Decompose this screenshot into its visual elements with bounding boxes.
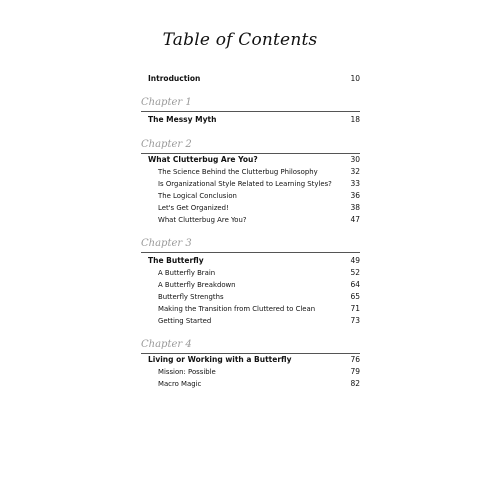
entry-page: 64 (350, 280, 360, 289)
toc-subentry[interactable] (148, 202, 360, 214)
entry-title: What Clutterbug Are You? (158, 216, 247, 224)
entry-page: 71 (350, 304, 360, 313)
entry-title: A Butterfly Brain (158, 269, 216, 277)
entry-page: 38 (350, 203, 360, 212)
entry-title: Making the Transition from Cluttered to Clean (158, 305, 316, 313)
toc-subentry[interactable] (148, 166, 360, 178)
page-title: Table of Contents (162, 30, 318, 50)
entry-page: 36 (350, 191, 360, 200)
chapter-label: Chapter 3 (141, 238, 192, 249)
entry-page: 73 (350, 316, 360, 325)
entry-page: 10 (350, 74, 360, 83)
entry-page: 76 (350, 355, 360, 364)
entry-title: Mission: Possible (158, 368, 216, 376)
toc-entry-introduction[interactable] (148, 73, 360, 85)
entry-page: 49 (350, 256, 360, 265)
toc-subentry[interactable] (148, 291, 360, 303)
toc-subentry[interactable] (148, 315, 360, 327)
toc-subentry[interactable] (148, 267, 360, 279)
chapter-rule (141, 252, 360, 253)
entry-title: Is Organizational Style Related to Learning Styles? (158, 180, 332, 188)
entry-title: The Messy Myth (148, 115, 217, 124)
entry-title: What Clutterbug Are You? (148, 155, 258, 164)
entry-page: 82 (350, 379, 360, 388)
toc-entry-chapter-3[interactable] (148, 255, 360, 267)
toc-subentry[interactable] (148, 303, 360, 315)
toc-subentry[interactable] (148, 190, 360, 202)
chapter-label: Chapter 2 (141, 139, 192, 150)
entry-title: The Science Behind the Clutterbug Philosophy (158, 168, 318, 176)
entry-title: Macro Magic (158, 380, 202, 388)
toc-entry-chapter-2[interactable] (148, 154, 360, 166)
toc-entry-chapter-4[interactable] (148, 354, 360, 366)
entry-page: 47 (350, 215, 360, 224)
entry-title: Introduction (148, 74, 201, 83)
toc-subentry[interactable] (148, 378, 360, 390)
entry-page: 65 (350, 292, 360, 301)
entry-page: 32 (350, 167, 360, 176)
entry-title: Let's Get Organized! (158, 204, 229, 212)
entry-title: A Butterfly Breakdown (158, 281, 236, 289)
toc-entry-chapter-1[interactable] (148, 114, 360, 126)
toc-subentry[interactable] (148, 178, 360, 190)
entry-title: Butterfly Strengths (158, 293, 224, 301)
entry-title: Getting Started (158, 317, 212, 325)
entry-title: The Butterfly (148, 256, 204, 265)
toc-subentry[interactable] (148, 279, 360, 291)
chapter-label: Chapter 1 (141, 97, 192, 108)
toc-subentry[interactable] (148, 214, 360, 226)
entry-page: 30 (350, 155, 360, 164)
toc-subentry[interactable] (148, 366, 360, 378)
chapter-label: Chapter 4 (141, 339, 192, 350)
entry-title: The Logical Conclusion (158, 192, 237, 200)
chapter-rule (141, 111, 360, 112)
entry-page: 79 (350, 367, 360, 376)
entry-title: Living or Working with a Butterfly (148, 355, 292, 364)
entry-page: 52 (350, 268, 360, 277)
entry-page: 18 (350, 115, 360, 124)
entry-page: 33 (350, 179, 360, 188)
